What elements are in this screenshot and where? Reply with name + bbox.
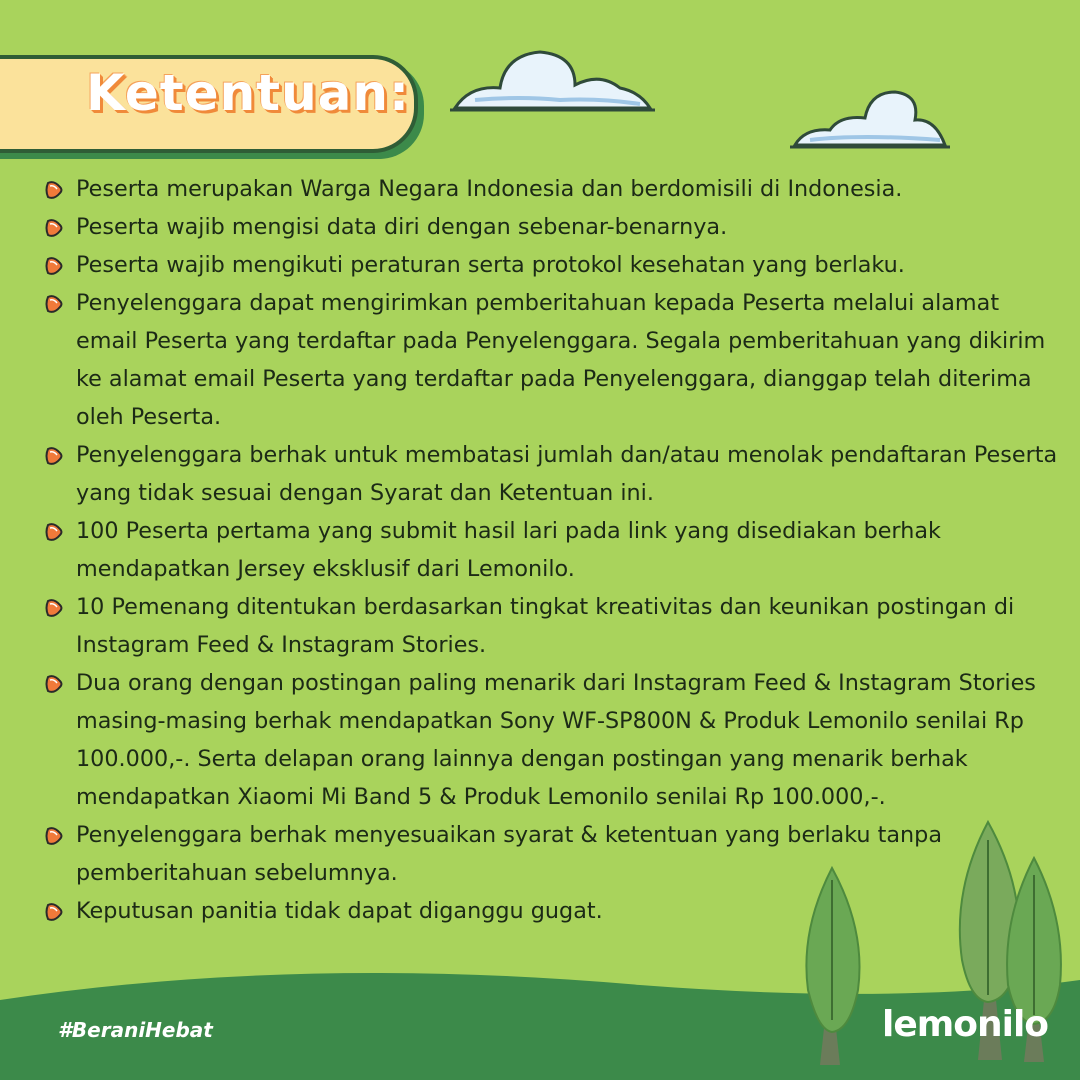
brand-logo: lemonilo — [882, 1004, 1049, 1045]
list-item — [44, 664, 1064, 816]
list-item — [44, 284, 1064, 436]
bullet-icon — [44, 256, 64, 276]
bullet-icon — [44, 218, 64, 238]
rule-text: Peserta wajib mengisi data diri dengan sebenar-benarnya. — [76, 214, 728, 240]
bullet-icon — [44, 902, 64, 922]
bullet-icon — [44, 446, 64, 466]
list-item — [44, 208, 1064, 246]
rule-text: Dua orang dengan postingan paling menarik dari Instagram Feed & Instagram Stories masing-masing berhak mendapatkan Sony WF-SP800N & Produk Lemonilo senilai Rp 100.000,-. Serta delapan orang lainnya dengan postingan yang menarik berhak mendapatkan Xiaomi Mi Band 5 & Produk Lemonilo senilai Rp 100.000,-. — [76, 670, 1036, 810]
rule-text: Penyelenggara berhak menyesuaikan syarat & ketentuan yang berlaku tanpa pemberitahuan sebelumnya. — [76, 822, 942, 886]
list-item — [44, 436, 1064, 512]
rule-text: Peserta wajib mengikuti peraturan serta protokol kesehatan yang berlaku. — [76, 252, 905, 278]
rule-text: 100 Peserta pertama yang submit hasil lari pada link yang disediakan berhak mendapatkan Jersey eksklusif dari Lemonilo. — [76, 518, 941, 582]
rule-text: Penyelenggara dapat mengirimkan pemberitahuan kepada Peserta melalui alamat email Peserta yang terdaftar pada Penyelenggara. Segala pemberitahuan yang dikirim ke alamat email Peserta yang terdaftar pada Penyelenggara, dianggap telah diterima oleh Peserta. — [76, 290, 1046, 430]
list-item — [44, 816, 1064, 892]
bullet-icon — [44, 674, 64, 694]
rules-list — [44, 170, 1064, 930]
list-item — [44, 892, 1064, 930]
list-item — [44, 512, 1064, 588]
cloud-icon-left — [450, 52, 655, 110]
bullet-icon — [44, 294, 64, 314]
rule-text: Penyelenggara berhak untuk membatasi jumlah dan/atau menolak pendaftaran Peserta yang tidak sesuai dengan Syarat dan Ketentuan ini. — [76, 442, 1058, 506]
rule-text: Keputusan panitia tidak dapat diganggu gugat. — [76, 898, 603, 924]
bullet-icon — [44, 598, 64, 618]
list-item — [44, 246, 1064, 284]
cloud-icon-right — [790, 92, 950, 147]
hashtag-text: #BeraniHebat — [58, 1018, 213, 1042]
rule-text: 10 Pemenang ditentukan berdasarkan tingkat kreativitas dan keunikan postingan di Instagram Feed & Instagram Stories. — [76, 594, 1015, 658]
list-item — [44, 170, 1064, 208]
bullet-icon — [44, 522, 64, 542]
list-item — [44, 588, 1064, 664]
bullet-icon — [44, 826, 64, 846]
page-title: Ketentuan: — [86, 64, 411, 122]
rule-text: Peserta merupakan Warga Negara Indonesia dan berdomisili di Indonesia. — [76, 176, 903, 202]
bullet-icon — [44, 180, 64, 200]
